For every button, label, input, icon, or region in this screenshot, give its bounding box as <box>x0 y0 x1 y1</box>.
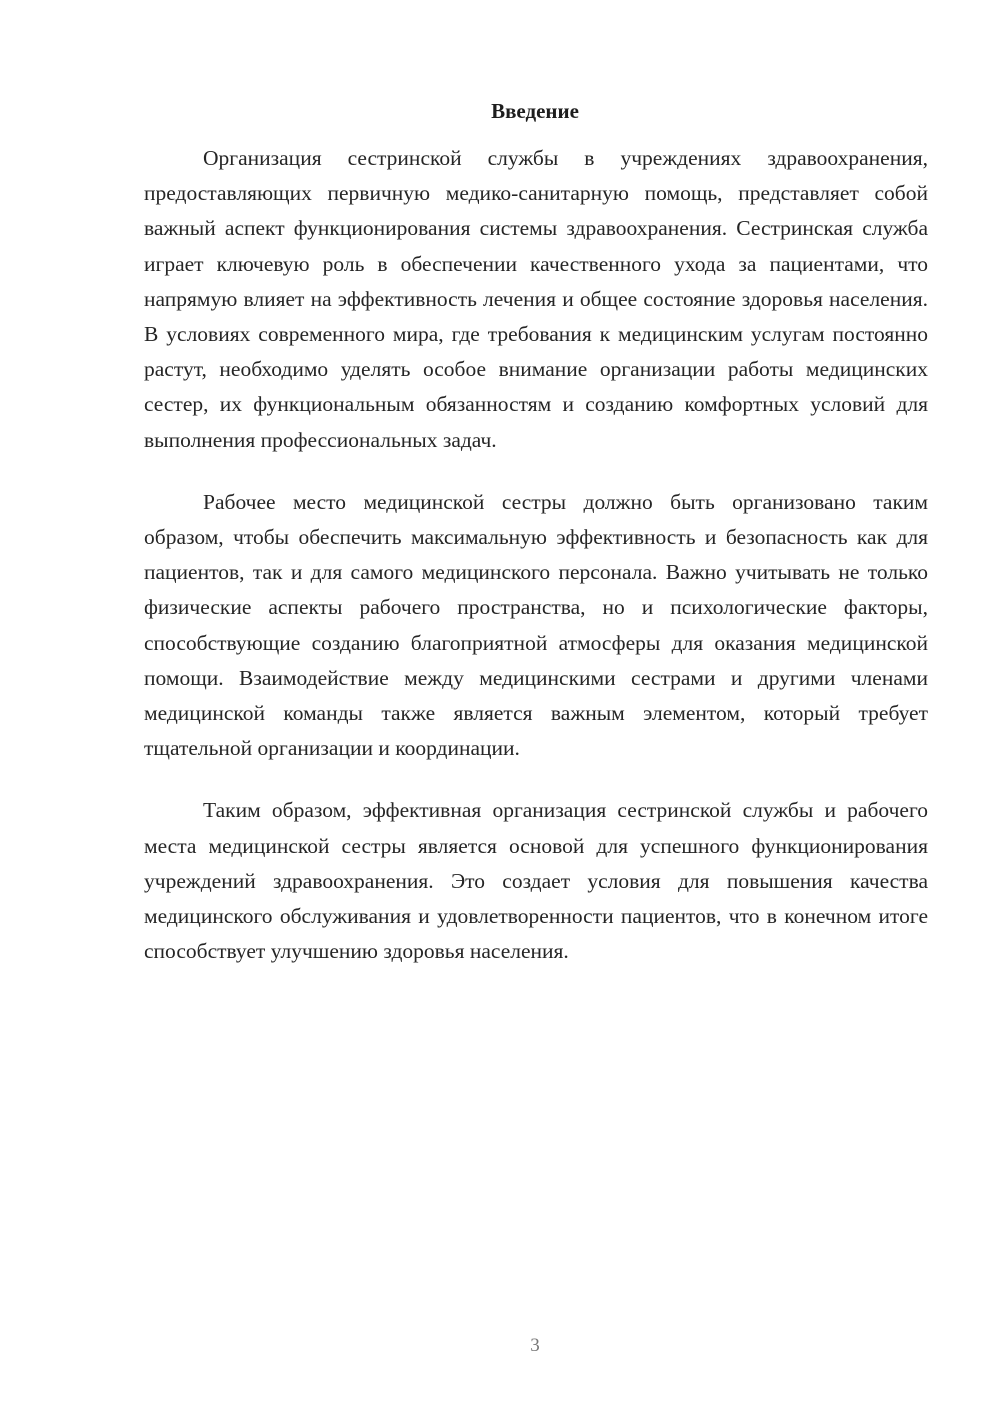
document-body <box>144 141 928 969</box>
page-number: 3 <box>530 1335 540 1356</box>
paragraph: Организация сестринской службы в учреждениях здравоохранения, предоставляющих первичную медико-санитарную помощь, представляет собой важный аспект функционирования системы здравоохранения. Сестринская служба играет ключевую роль в обеспечении качественного ухода за пациентами, что напрямую влияет на эффективность лечения и общее состояние здоровья населения. В условиях современного мира, где требования к медицинским услугам постоянно растут, необходимо уделять особое внимание организации работы медицинских сестер, их функциональным обязанностям и созданию комфортных условий для выполнения профессиональных задач. <box>144 146 928 452</box>
paragraph: Таким образом, эффективная организация сестринской службы и рабочего места медицинской сестры является основой для успешного функционирования учреждений здравоохранения. Это создает условия для повышения качества медицинского обслуживания и удовлетворенности пациентов, что в конечном итоге способствует улучшению здоровья населения. <box>144 798 928 964</box>
page-title: Введение <box>491 99 579 123</box>
paragraph: Рабочее место медицинской сестры должно быть организовано таким образом, чтобы обеспечить максимальную эффективность и безопасность как для пациентов, так и для самого медицинского персонала. Важно учитывать не только физические аспекты рабочего пространства, но и психологические факторы, способствующие созданию благоприятной атмосферы для оказания медицинской помощи. Взаимодействие между медицинскими сестрами и другими членами медицинской команды также является важным элементом, который требует тщательной организации и координации. <box>144 489 928 761</box>
